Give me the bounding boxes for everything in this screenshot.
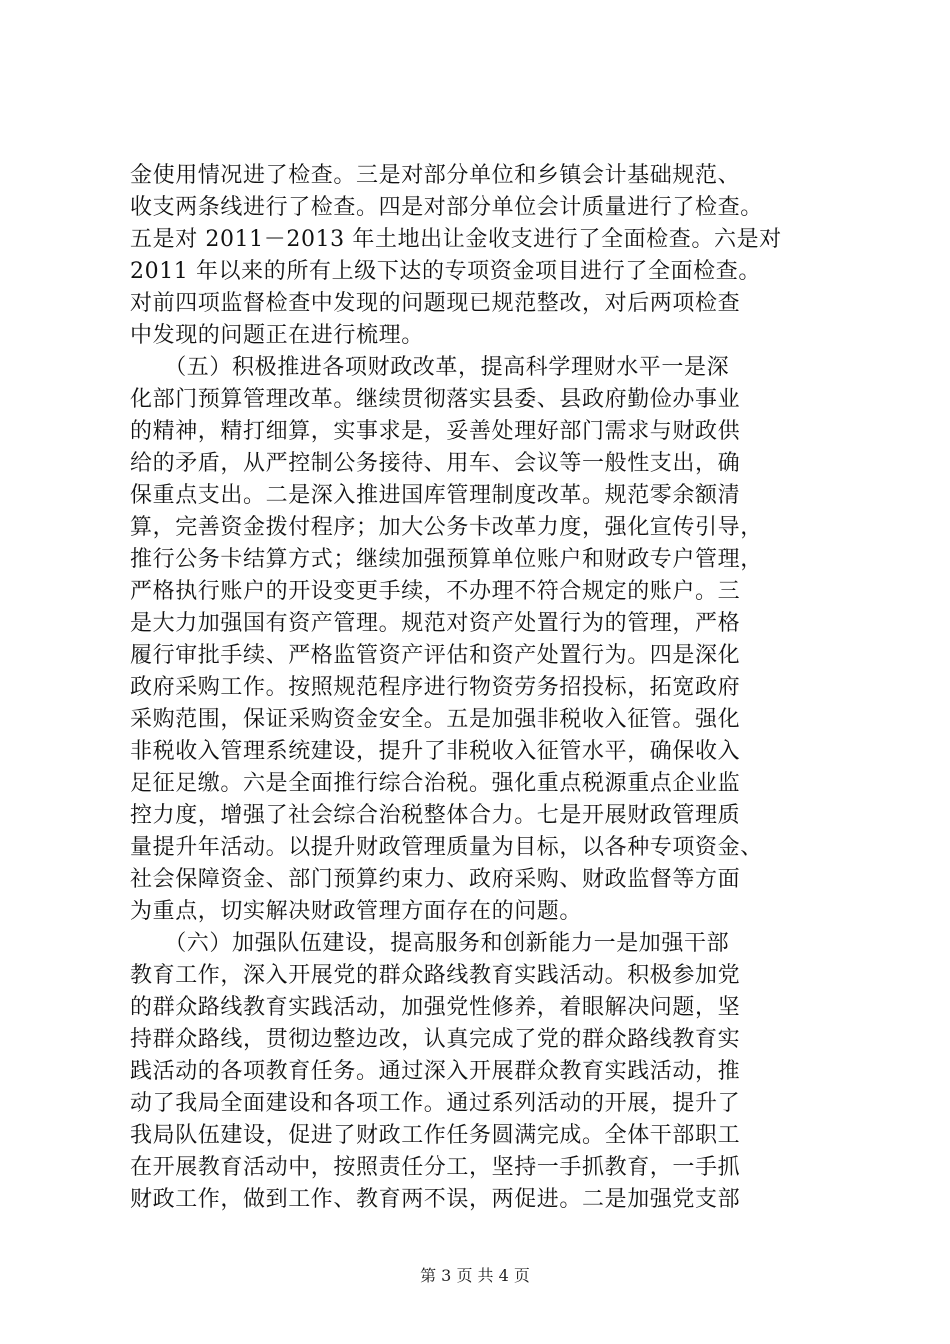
text-line: 践活动的各项教育任务。通过深入开展群众教育实践活动，推 [130,1059,741,1084]
document-body [130,160,830,1216]
text-line: 量提升年活动。以提升财政管理质量为目标，以各种专项资金、 [130,835,763,860]
text-line: 的精神，精打细算，实事求是，妥善处理好部门需求与财政供 [130,419,741,444]
text-line: 给的矛盾，从严控制公务接待、用车、会议等一般性支出，确 [130,451,741,476]
text-line: 足征足缴。六是全面推行综合治税。强化重点税源重点企业监 [130,771,741,796]
text-line: 履行审批手续、严格监管资产评估和资产处置行为。四是深化 [130,643,741,668]
page-footer [0,1266,950,1286]
text-line: 教育工作，深入开展党的群众路线教育实践活动。积极参加党 [130,963,741,988]
text-line: 在开展教育活动中，按照责任分工，坚持一手抓教育，一手抓 [130,1155,741,1180]
text-line: 五是对 2011－2013 年土地出让金收支进行了全面检查。六是对 [130,227,782,252]
text-line: 推行公务卡结算方式；继续加强预算单位账户和财政专户管理， [130,547,763,572]
page-number-label: 第 3 页 共 4 页 [420,1266,530,1285]
text-line: 金使用情况进了检查。三是对部分单位和乡镇会计基础规范、 [130,163,741,188]
text-line: 政府采购工作。按照规范程序进行物资劳务招投标，拓宽政府 [130,675,741,700]
text-line: 严格执行账户的开设变更手续，不办理不符合规定的账户。三 [130,579,741,604]
text-line: 持群众路线，贯彻边整边改，认真完成了党的群众路线教育实 [130,1027,741,1052]
text-line: 非税收入管理系统建设，提升了非税收入征管水平，确保收入 [130,739,741,764]
text-line: 收支两条线进行了检查。四是对部分单位会计质量进行了检查。 [130,195,763,220]
text-line: 财政工作，做到工作、教育两不误，两促进。二是加强党支部 [130,1187,741,1212]
text-line: 中发现的问题正在进行梳理。 [130,323,424,348]
text-line: （五）积极推进各项财政改革，提高科学理财水平一是深 [130,355,730,380]
text-line: 控力度，增强了社会综合治税整体合力。七是开展财政管理质 [130,803,741,828]
text-line: 是大力加强国有资产管理。规范对资产处置行为的管理，严格 [130,611,741,636]
text-line: 社会保障资金、部门预算约束力、政府采购、财政监督等方面 [130,867,741,892]
text-line: （六）加强队伍建设，提高服务和创新能力一是加强干部 [130,931,730,956]
text-line: 为重点，切实解决财政管理方面存在的问题。 [130,899,583,924]
text-line: 化部门预算管理改革。继续贯彻落实县委、县政府勤俭办事业 [130,387,741,412]
text-line: 算，完善资金拨付程序；加大公务卡改革力度，强化宣传引导， [130,515,763,540]
text-line: 动了我局全面建设和各项工作。通过系列活动的开展，提升了 [130,1091,741,1116]
text-line: 的群众路线教育实践活动，加强党性修养，着眼解决问题，坚 [130,995,741,1020]
text-line: 采购范围，保证采购资金安全。五是加强非税收入征管。强化 [130,707,741,732]
text-line: 对前四项监督检查中发现的问题现已规范整改，对后两项检查 [130,291,741,316]
text-line: 2011 年以来的所有上级下达的专项资金项目进行了全面检查。 [130,259,761,284]
text-line: 保重点支出。二是深入推进国库管理制度改革。规范零余额清 [130,483,741,508]
text-line: 我局队伍建设，促进了财政工作任务圆满完成。全体干部职工 [130,1123,741,1148]
